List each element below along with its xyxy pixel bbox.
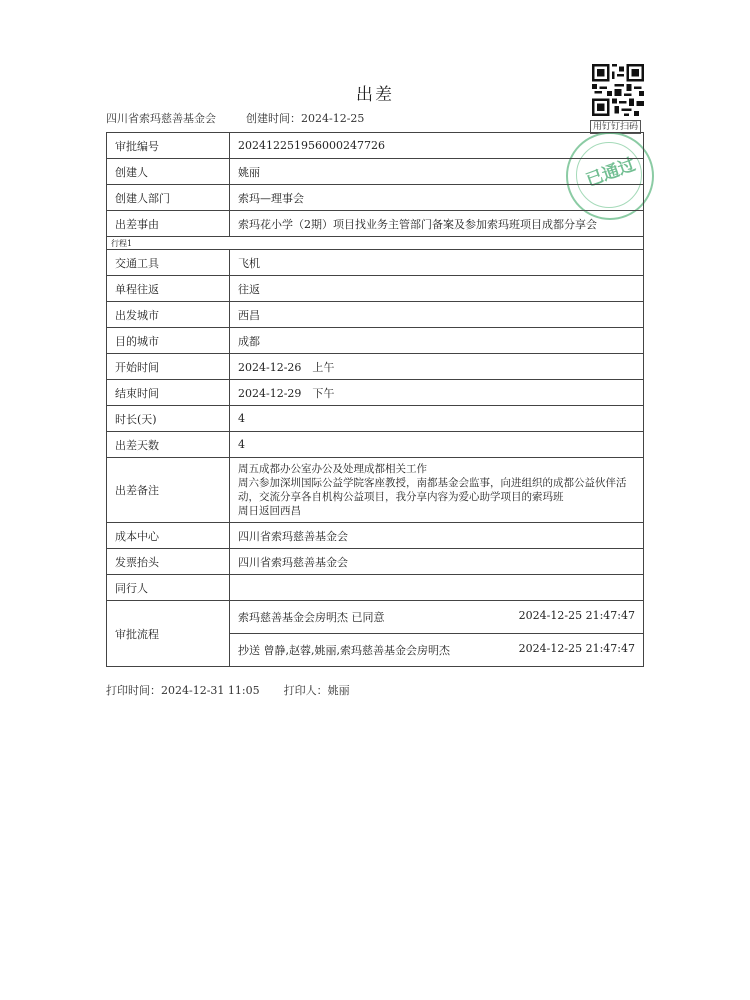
org-name: 四川省索玛慈善基金会 [106,112,216,125]
row-creator [107,159,644,185]
row-remark [107,458,644,523]
value-invoice-title: 四川省索玛慈善基金会 [230,549,644,575]
qr-code-icon [592,64,644,116]
value-reason: 索玛花小学（2期）项目找业务主管部门备案及参加索玛班项目成都分享会 [230,211,644,237]
value-creator-dept: 索玛—理事会 [230,185,644,211]
label-to-city: 目的城市 [107,328,230,354]
trip-section-label: 行程1 [107,237,644,250]
label-cost-center: 成本中心 [107,523,230,549]
row-from-city [107,302,644,328]
row-duration [107,406,644,432]
label-transport: 交通工具 [107,250,230,276]
row-round-trip [107,276,644,302]
printer-name: 姚丽 [327,684,350,697]
flow-step-time: 2024-12-25 21:47:47 [518,642,635,655]
flow-step-time: 2024-12-25 21:47:47 [518,609,635,622]
row-transport [107,250,644,276]
printer-label: 打印人： [283,684,328,697]
value-end-time: 2024-12-29 下午 [230,380,644,406]
row-invoice-title [107,549,644,575]
row-creator-dept [107,185,644,211]
row-cost-center [107,523,644,549]
label-from-city: 出发城市 [107,302,230,328]
value-cost-center: 四川省索玛慈善基金会 [230,523,644,549]
page-title: 出差 [356,85,394,105]
label-approval-flow: 审批流程 [107,601,230,667]
value-from-city: 西昌 [230,302,644,328]
row-trip-section [107,237,644,250]
value-to-city: 成都 [230,328,644,354]
label-duration: 时长(天) [107,406,230,432]
qr-caption: 用钉钉扫码 [590,120,641,134]
flow-step [230,633,643,666]
label-days: 出差天数 [107,432,230,458]
label-start-time: 开始时间 [107,354,230,380]
label-approval-no: 审批编号 [107,133,230,159]
remark-line: 周六参加深圳国际公益学院客座教授，南都基金会监事，向进组织的成都公益伙伴活动，交流分享各自机构公益项目，我分享内容为爱心助学项目的索玛班 [238,477,627,503]
value-round-trip: 往返 [230,276,644,302]
value-remark [230,458,644,523]
flow-step-text: 索玛慈善基金会房明杰 已同意 [238,611,385,624]
approval-form-table [106,132,644,667]
row-approval-flow [107,601,644,667]
label-invoice-title: 发票抬头 [107,549,230,575]
label-creator: 创建人 [107,159,230,185]
remark-line: 周五成都办公室办公及处理成都相关工作 [238,463,427,475]
created-date: 2024-12-25 [301,112,365,125]
row-to-city [107,328,644,354]
row-days [107,432,644,458]
value-approval-no: 202412251956000247726 [230,133,644,159]
flow-step [238,601,635,633]
row-companions [107,575,644,601]
created-label: 创建时间： [246,112,301,125]
value-companions [230,575,644,601]
row-end-time [107,380,644,406]
value-start-time: 2024-12-26 上午 [230,354,644,380]
label-round-trip: 单程往返 [107,276,230,302]
doc-meta [106,110,394,126]
label-reason: 出差事由 [107,211,230,237]
stamp-text: 已通过 [583,154,639,191]
print-footer [106,682,374,698]
value-approval-flow [230,601,644,667]
row-reason [107,211,644,237]
flow-step-text: 抄送 曾静,赵蓉,姚丽,索玛慈善基金会房明杰 [238,644,450,657]
label-companions: 同行人 [107,575,230,601]
row-start-time [107,354,644,380]
value-duration: 4 [230,406,644,432]
remark-line: 周日返回西昌 [238,505,301,517]
label-creator-dept: 创建人部门 [107,185,230,211]
value-transport: 飞机 [230,250,644,276]
value-days: 4 [230,432,644,458]
print-time: 2024-12-31 11:05 [161,684,260,697]
row-approval-no [107,133,644,159]
label-end-time: 结束时间 [107,380,230,406]
value-creator: 姚丽 [230,159,644,185]
label-remark: 出差备注 [107,458,230,523]
print-time-label: 打印时间： [106,684,161,697]
